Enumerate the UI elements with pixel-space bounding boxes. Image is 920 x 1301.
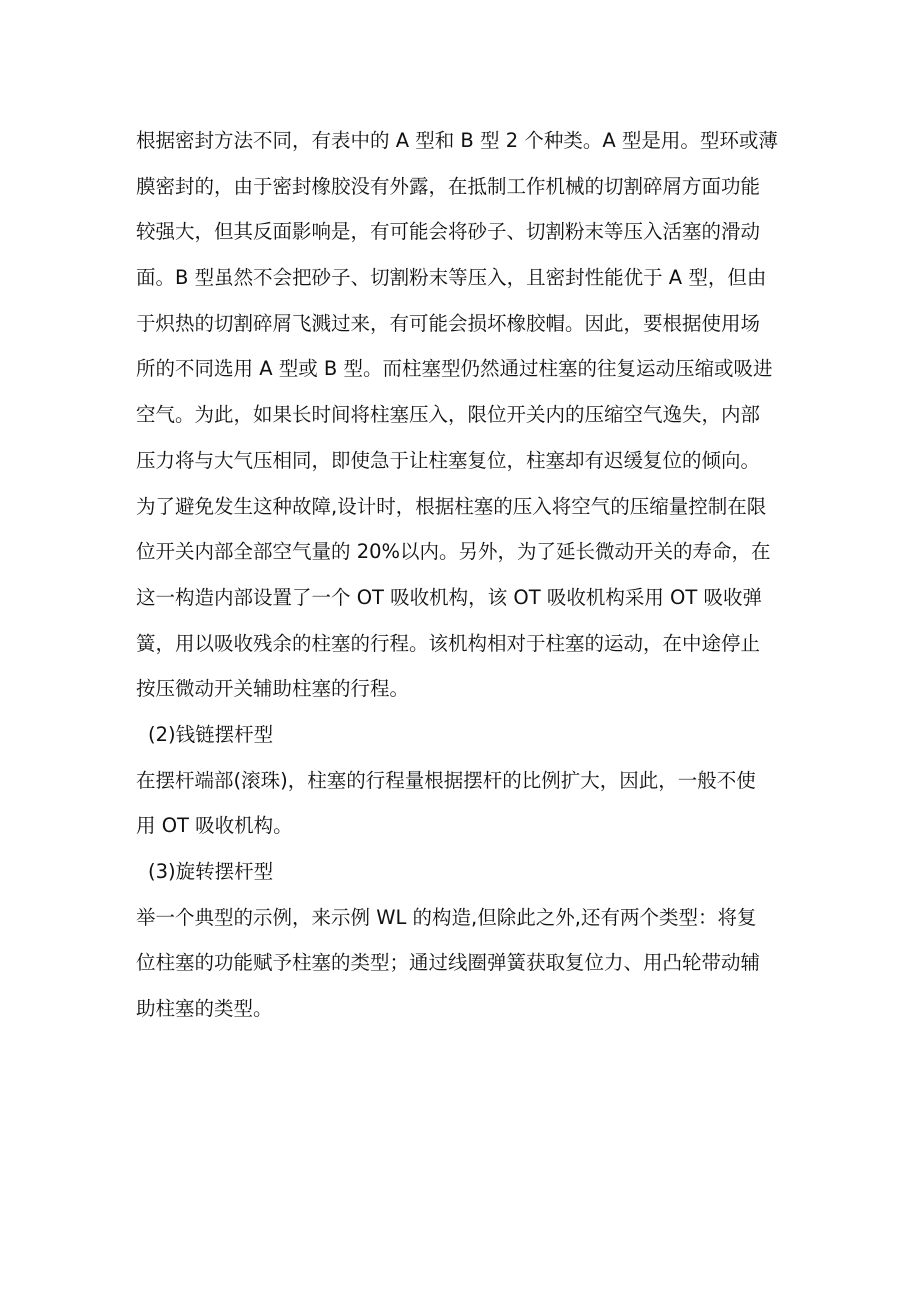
text-line: 根据密封方法不同，有表中的 A 型和 B 型 2 个种类。A 型是用。型环或薄 bbox=[136, 129, 778, 152]
text-line: 为了避免发生这种故障,设计时，根据柱塞的压入将空气的压缩量控制在限 bbox=[136, 494, 767, 518]
text-line: 按压微动开关辅助柱塞的行程。 bbox=[136, 677, 410, 701]
text-line: 于炽热的切割碎屑飞溅过来，有可能会损坏橡胶帽。因此，要根据使用场 bbox=[136, 311, 761, 335]
text-line: 举一个典型的示例，来示例 WL 的构造,但除此之外,还有两个类型：将复 bbox=[136, 905, 757, 929]
text-line: 空气。为此，如果长时间将柱塞压入，限位开关内的压缩空气逸失，内部 bbox=[136, 403, 761, 427]
paragraph-2 bbox=[136, 758, 786, 849]
paragraph-1 bbox=[136, 118, 786, 712]
text-line: 较强大，但其反面影响是，有可能会将砂子、切割粉末等压入活塞的滑动 bbox=[136, 220, 761, 244]
text-line: 这一构造内部设置了一个 OT 吸收机构，该 OT 吸收机构采用 OT 吸收弹 bbox=[136, 585, 762, 609]
text-line: 簧，用以吸收残余的柱塞的行程。该机构相对于柱塞的运动，在中途停止 bbox=[136, 631, 761, 655]
paragraph-3 bbox=[136, 895, 786, 1032]
text-line: 助柱塞的类型。 bbox=[136, 997, 273, 1021]
text-line: 在摆杆端部(滚珠)，柱塞的行程量根据摆杆的比例扩大，因此，一般不使 bbox=[136, 768, 756, 792]
section-heading-hinge-lever: (2)钱链摆杆型 bbox=[148, 722, 274, 746]
text-line: 用 OT 吸收机构。 bbox=[136, 814, 293, 838]
text-line: 面。B 型虽然不会把砂子、切割粉末等压入，且密封性能优于 A 型，但由 bbox=[136, 266, 767, 290]
text-line: 所的不同选用 A 型或 B 型。而柱塞型仍然通过柱塞的往复运动压缩或吸进 bbox=[136, 357, 773, 381]
text-line: 位柱塞的功能赋予柱塞的类型；通过线圈弹簧获取复位力、用凸轮带动辅 bbox=[136, 951, 761, 975]
text-line: 压力将与大气压相同，即使急于让柱塞复位，柱塞却有迟缓复位的倾向。 bbox=[136, 448, 761, 472]
text-line: 位开关内部全部空气量的 20%以内。另外，为了延长微动开关的寿命，在 bbox=[136, 540, 771, 564]
section-heading-rotary-lever: (3)旋转摆杆型 bbox=[148, 860, 274, 883]
document-body bbox=[136, 118, 786, 1032]
text-line: 膜密封的，由于密封橡胶没有外露，在抵制工作机械的切割碎屑方面功能 bbox=[136, 174, 761, 198]
